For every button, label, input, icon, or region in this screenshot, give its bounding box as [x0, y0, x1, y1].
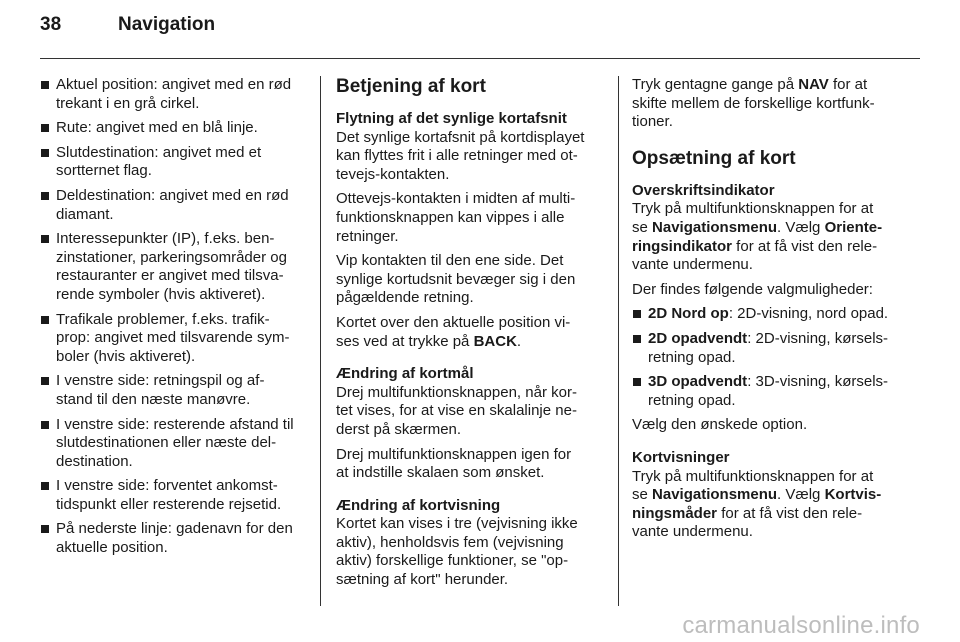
list-item: Slutdestination: angivet med et sortternet flag. [40, 144, 308, 181]
paragraph: Der findes følgende valgmuligheder: [632, 280, 873, 298]
paragraph: Kortet over den aktuelle position vi- ses ved at trykke på BACK. [336, 313, 571, 350]
subheading-move-map: Flytning af det synlige kortafsnit [336, 110, 567, 127]
paragraph: Ottevejs-kontakten i midten af multi- funktionsknappen kan vippes i alle retninger. [336, 190, 576, 245]
bullet-icon [41, 124, 49, 132]
paragraph: Det synlige kortafsnit på kortdisplayet kan flyttes frit i alle retninger med ot- tevejs-kontakten. [336, 128, 585, 183]
section-title-map-operation: Betjening af kort [336, 76, 486, 97]
key-nav: NAV [798, 76, 829, 93]
list-item: Aktuel position: angivet med en rød trekant i en grå cirkel. [40, 76, 308, 113]
paragraph: Vip kontakten til den ene side. Det synlige kortudsnit bevæger sig i den pågældende retning. [336, 252, 576, 307]
paragraph: Vælg den ønskede option. [632, 416, 808, 434]
bullet-icon [41, 525, 49, 533]
map-symbol-list [40, 76, 308, 558]
subheading-heading-indicator: Overskriftsindikator [632, 181, 775, 199]
list-item: På nederste linje: gadenavn for den aktuelle position. [40, 520, 308, 557]
orientation-options-list [632, 305, 914, 410]
section-title-map-setup: Opsætning af kort [632, 147, 796, 169]
bullet-icon [41, 235, 49, 243]
list-item: I venstre side: retningspil og af- stand til den næste manøvre. [40, 372, 308, 409]
subheading-map-views: Kortvisninger [632, 448, 730, 466]
list-item: I venstre side: resterende afstand til slutdestinationen eller næste del- destination. [40, 416, 308, 472]
list-item: I venstre side: forventet ankomst- tidspunkt eller resterende rejsetid. [40, 477, 308, 514]
paragraph: Drej multifunktionsknappen igen for at indstille skalaen som ønsket. [336, 445, 572, 482]
paragraph: Drej multifunktionsknappen, når kor- tet vises, for at vise en skalalinje ne- derst på skærmen. [336, 383, 577, 438]
list-item: Rute: angivet med en blå linje. [40, 119, 308, 138]
list-item: Interessepunkter (IP), f.eks. ben- zinstationer, parkeringsområder og restauranter er angivet med tilsva- rende symboler (hvis aktiveret). [40, 230, 308, 304]
bullet-icon [41, 81, 49, 89]
key-back: BACK [473, 332, 517, 350]
option-3d-heading-up: 3D opadvendt: 3D-visning, kørsels- retning opad. [632, 373, 914, 410]
watermark: carmanualsonline.info [682, 612, 920, 639]
column-divider-2 [618, 76, 619, 606]
list-item: Deldestination: angivet med en rød diamant. [40, 187, 308, 224]
column-middle [336, 76, 606, 596]
column-divider-1 [320, 76, 321, 606]
column-left [40, 76, 308, 564]
paragraph: Tryk på multifunktionsknappen for at se Navigationsmenu. Vælg Kortvis- ningsmåder for at få vist den rele- vante undermenu. [632, 467, 882, 541]
option-2d-heading-up: 2D opadvendt: 2D-visning, kørsels- retning opad. [632, 330, 914, 367]
paragraph: Tryk gentagne gange på NAV for at skifte mellem de forskellige kortfunk- tioner. [632, 76, 875, 131]
bullet-icon [41, 482, 49, 490]
paragraph: Tryk på multifunktionsknappen for at se Navigationsmenu. Vælg Oriente- ringsindikator for at få vist den rele- vante undermenu. [632, 200, 883, 274]
list-item: Trafikale problemer, f.eks. trafik- prop: angivet med tilsvarende sym- boler (hvis aktiveret). [40, 311, 308, 367]
header-rule [40, 58, 920, 59]
page-number: 38 [40, 14, 62, 35]
bullet-icon [41, 316, 49, 324]
chapter-title: Navigation [118, 14, 216, 35]
subheading-map-scale: Ændring af kortmål [336, 365, 474, 383]
page-header [40, 14, 215, 50]
paragraph: Kortet kan vises i tre (vejvisning ikke aktiv), henholdsvis fem (vejvisning aktiv) forskellige funktioner, se "op- sætning af kort" herunder. [336, 515, 578, 589]
bullet-icon [41, 377, 49, 385]
column-right [632, 76, 914, 548]
bullet-icon [41, 421, 49, 429]
option-2d-north-up: 2D Nord op: 2D-visning, nord opad. [632, 305, 914, 324]
bullet-icon [41, 149, 49, 157]
bullet-icon [41, 192, 49, 200]
subheading-map-view: Ændring af kortvisning [336, 496, 501, 514]
